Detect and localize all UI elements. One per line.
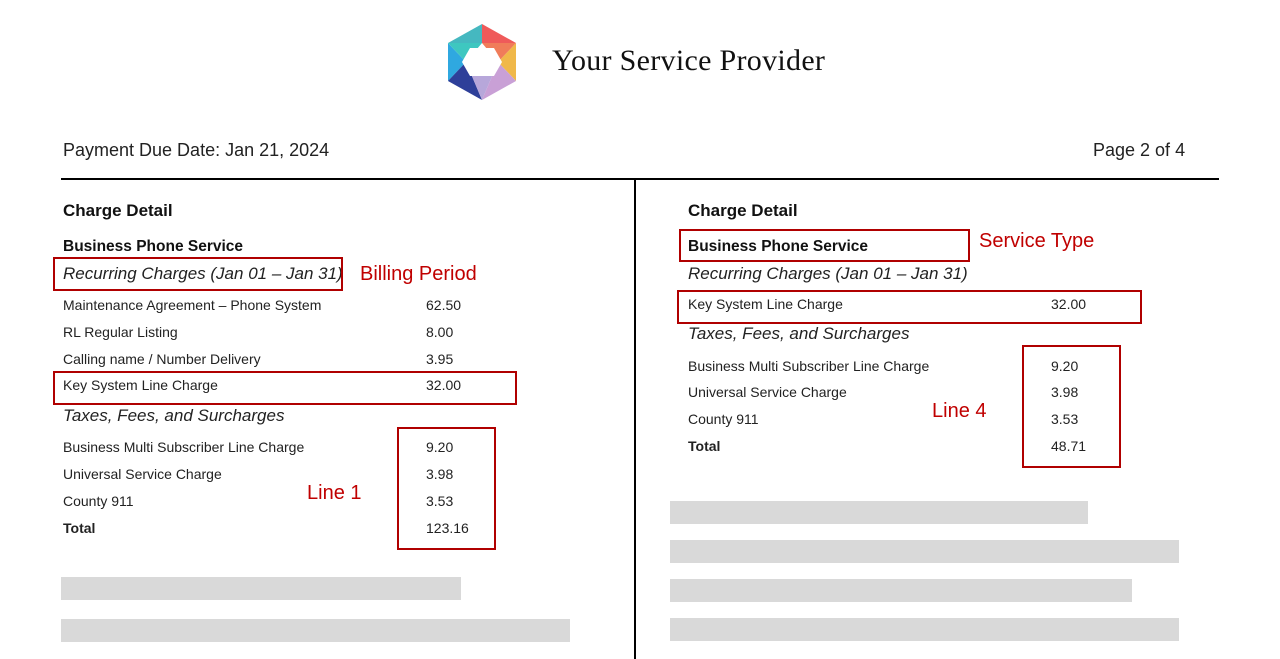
left-line-annotation: Line 1 [307, 482, 362, 504]
right-taxes-label: Taxes, Fees, and Surcharges [688, 324, 910, 343]
left-recurring-label: Recurring Charges (Jan 01 – Jan 31) [63, 264, 343, 283]
left-item-amount: 3.95 [426, 351, 454, 367]
billing-period-highlight [53, 257, 343, 291]
redacted-block [670, 618, 1179, 641]
left-item-amount: 32.00 [426, 377, 462, 393]
vertical-divider [634, 180, 636, 659]
payment-due [63, 140, 329, 161]
left-amounts-highlight [397, 427, 496, 550]
left-item-label: Key System Line Charge [63, 377, 218, 393]
left-tax-amount: 3.53 [426, 493, 454, 509]
left-service-name: Business Phone Service [63, 238, 244, 255]
right-tax-label: Universal Service Charge [688, 384, 847, 400]
horizontal-divider [61, 178, 1219, 180]
left-tax-label: Universal Service Charge [63, 466, 222, 482]
billing-period-annotation: Billing Period [360, 263, 477, 285]
left-item-amount: 8.00 [426, 324, 454, 340]
left-taxes-label: Taxes, Fees, and Surcharges [63, 406, 285, 425]
right-tax-amount: 3.53 [1051, 411, 1079, 427]
right-amounts-highlight [1022, 345, 1121, 468]
right-item-amount: 32.00 [1051, 296, 1087, 312]
right-item-label: Key System Line Charge [688, 296, 843, 312]
right-tax-label: Business Multi Subscriber Line Charge [688, 358, 930, 374]
left-tax-amount: 3.98 [426, 466, 454, 482]
redacted-block [670, 540, 1179, 563]
right-section-title: Charge Detail [688, 201, 798, 220]
redacted-block [61, 577, 461, 600]
company-name: Your Service Provider [552, 44, 826, 77]
right-tax-amount: 3.98 [1051, 384, 1079, 400]
right-key-system-highlight [677, 290, 1142, 324]
left-tax-label: County 911 [63, 493, 134, 509]
company-logo [446, 22, 518, 102]
due-label: Payment Due Date: [63, 140, 221, 160]
left-total-label: Total [63, 520, 96, 536]
left-item-label: Calling name / Number Delivery [63, 351, 261, 367]
left-total-amount: 123.16 [426, 520, 469, 536]
left-item-label: Maintenance Agreement – Phone System [63, 297, 322, 313]
right-service-name: Business Phone Service [688, 238, 869, 255]
page-indicator: Page 2 of 4 [1093, 140, 1186, 160]
right-tax-amount: 9.20 [1051, 358, 1079, 374]
service-type-highlight [679, 229, 970, 262]
right-total-amount: 48.71 [1051, 438, 1087, 454]
left-section-title: Charge Detail [63, 201, 173, 220]
right-recurring-label: Recurring Charges (Jan 01 – Jan 31) [688, 264, 968, 283]
right-tax-label: County 911 [688, 411, 759, 427]
due-date: Jan 21, 2024 [225, 140, 330, 160]
right-line-annotation: Line 4 [932, 400, 987, 422]
redacted-block [61, 619, 570, 642]
service-type-annotation: Service Type [979, 230, 1095, 252]
left-item-amount: 62.50 [426, 297, 462, 313]
key-system-highlight [53, 371, 517, 405]
left-item-label: RL Regular Listing [63, 324, 178, 340]
right-total-label: Total [688, 438, 721, 454]
left-tax-label: Business Multi Subscriber Line Charge [63, 439, 305, 455]
redacted-block [670, 501, 1088, 524]
left-tax-amount: 9.20 [426, 439, 454, 455]
redacted-block [670, 579, 1132, 602]
